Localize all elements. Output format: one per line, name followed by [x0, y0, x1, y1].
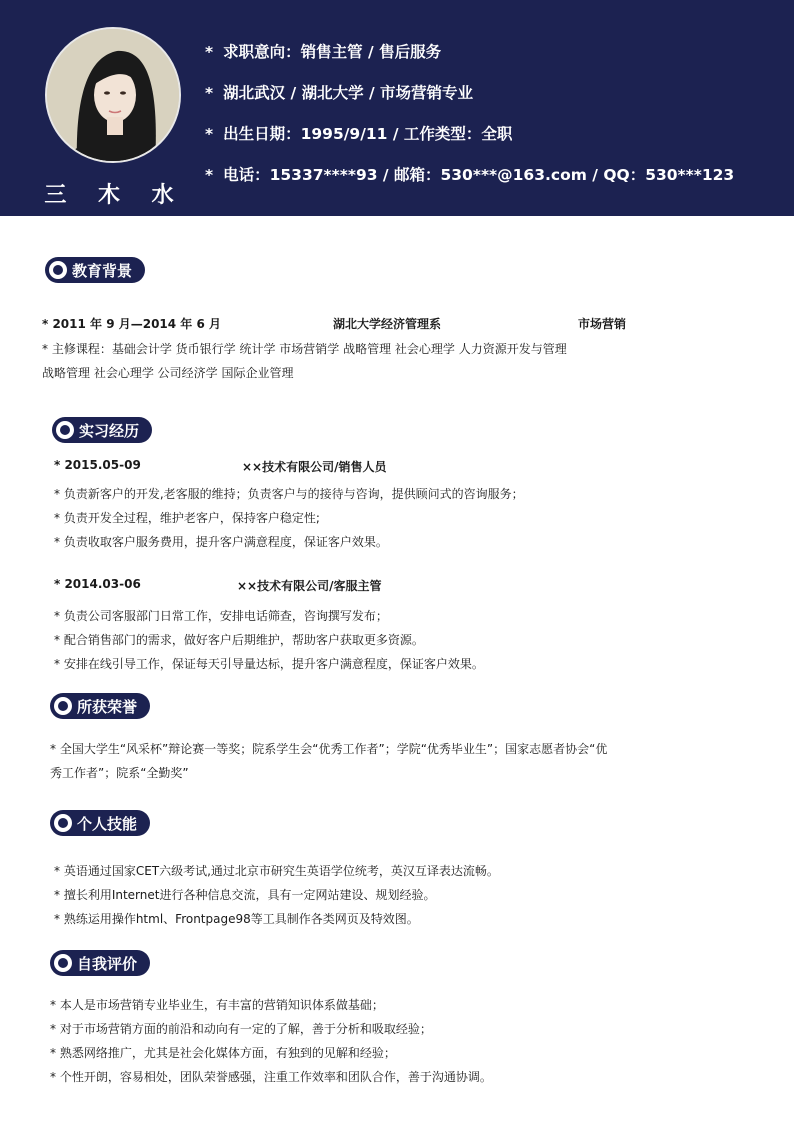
self-eval-item: * 本人是市场营销专业毕业生，有丰富的营销知识体系做基础；: [50, 996, 384, 1013]
job-duty: * 负责新客户的开发,老客服的维持；负责客户与的接待与咨询，提供顾问式的咨询服务；: [54, 485, 524, 502]
job-duty: * 负责开发全过程，维护老客户，保持客户稳定性;: [54, 509, 320, 526]
job-intention-line: [205, 40, 441, 62]
skill-item: * 熟练运用操作html、Frontpage98等工具制作各类网页及特效图。: [54, 910, 419, 927]
bullet-star: *: [205, 84, 214, 102]
location-line: [205, 81, 473, 103]
education-major: 市场营销: [578, 317, 627, 331]
avatar: [45, 27, 181, 163]
self-eval-item: * 对于市场营销方面的前沿和动向有一定的了解，善于分析和吸取经验；: [50, 1020, 432, 1037]
job-duty: * 配合销售部门的需求，做好客户后期维护，帮助客户获取更多资源。: [54, 631, 424, 648]
job-duty: * 负责收取客户服务费用，提升客户满意程度，保证客户效果。: [54, 533, 388, 550]
circle-icon: [49, 261, 67, 279]
location-text: 湖北武汉 / 湖北大学 / 市场营销专业: [223, 84, 474, 102]
education-period: * 2011 年 9 月—2014 年 6 月: [42, 315, 221, 332]
job-duty: * 负责公司客服部门日常工作，安排电话筛查，咨询撰写发布；: [54, 607, 388, 624]
section-title: 所获荣誉: [77, 698, 138, 716]
section-title: 自我评价: [77, 955, 138, 973]
bullet-star: *: [205, 43, 214, 61]
circle-icon: [56, 421, 74, 439]
circle-icon: [54, 954, 72, 972]
circle-icon: [54, 697, 72, 715]
education-courses-line1: * 主修课程：基础会计学 货币银行学 统计学 市场营销学 战略管理 社会心理学 人力资源开发与管理: [42, 340, 567, 357]
education-school: 湖北大学经济管理系: [333, 317, 442, 331]
portrait-image: [47, 29, 181, 163]
honors-line1: * 全国大学生“风采杯”辩论赛一等奖；院系学生会“优秀工作者”；学院“优秀毕业生”；国家志愿者协会“优: [50, 740, 607, 757]
section-title: 个人技能: [77, 815, 138, 833]
job-duty: * 安排在线引导工作，保证每天引导量达标，提升客户满意程度，保证客户效果。: [54, 655, 484, 672]
contact-line: [205, 163, 734, 185]
header-banner: [0, 0, 794, 216]
bullet-star: *: [205, 125, 214, 143]
job-role: ××技术有限公司/销售人员: [242, 460, 387, 474]
birth-line: [205, 122, 512, 144]
honors-line2: 秀工作者”；院系“全勤奖”: [50, 766, 189, 780]
candidate-name: 三 木 水: [44, 183, 186, 208]
section-title: 实习经历: [79, 422, 140, 440]
job-intention-text: 求职意向：销售主管 / 售后服务: [223, 43, 442, 61]
self-eval-item: * 熟悉网络推广，尤其是社会化媒体方面，有独到的见解和经验；: [50, 1044, 396, 1061]
self-eval-item: * 个性开朗，容易相处，团队荣誉感强，注重工作效率和团队合作，善于沟通协调。: [50, 1068, 492, 1085]
job-date: * 2015.05-09: [54, 458, 141, 472]
circle-icon: [54, 814, 72, 832]
birth-text: 出生日期：1995/9/11 / 工作类型：全职: [223, 125, 513, 143]
skill-item: * 擅长利用Internet进行各种信息交流，具有一定网站建设、规划经验。: [54, 886, 435, 903]
job-role: ××技术有限公司/客服主管: [237, 579, 382, 593]
section-title: 教育背景: [72, 262, 133, 280]
contact-text: 电话：15337****93 / 邮箱：530***@163.com / QQ：530***123: [223, 166, 735, 184]
job-date: * 2014.03-06: [54, 577, 141, 591]
bullet-star: *: [205, 166, 214, 184]
skill-item: * 英语通过国家CET六级考试,通过北京市研究生英语学位统考，英汉互译表达流畅。: [54, 862, 499, 879]
education-courses-line2: 战略管理 社会心理学 公司经济学 国际企业管理: [42, 366, 294, 380]
